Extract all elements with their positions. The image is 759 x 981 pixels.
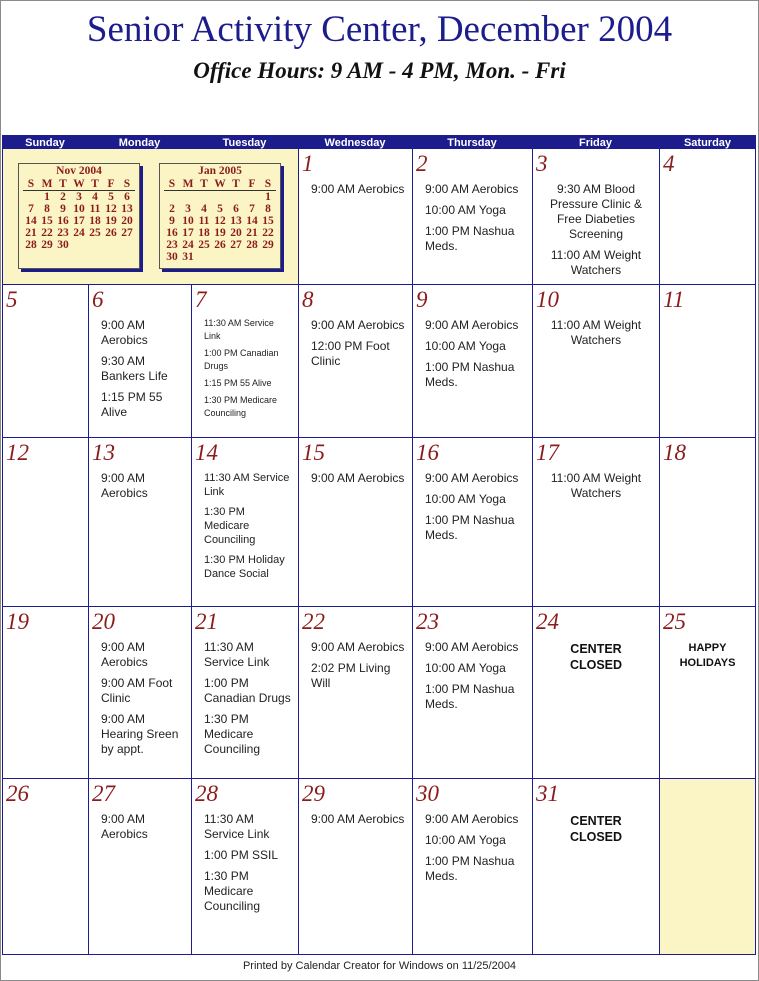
mini-day: [23, 191, 39, 204]
mini-day: [87, 239, 103, 251]
day-number: 18: [663, 440, 686, 465]
day-cell-19: [3, 607, 89, 779]
event: 12:00 PM Foot Clinic: [311, 339, 390, 368]
day-number: 27: [92, 781, 115, 806]
day-number: 19: [6, 609, 29, 634]
event: 1:30 PM Medicare Counciling: [204, 869, 261, 913]
mini-day: 22: [41, 227, 53, 239]
day-number: 25: [663, 609, 686, 634]
mini-day: 19: [105, 215, 117, 227]
day-cell-6: [89, 285, 192, 438]
mini-dow: T: [196, 178, 212, 191]
day-cell-18: [660, 438, 755, 607]
event: 9:00 AM Aerobics: [101, 318, 148, 347]
mini-day: 23: [166, 239, 178, 251]
event: 9:00 AM Hearing Sreen by appt.: [101, 712, 179, 756]
day-cell-16: [413, 438, 533, 607]
event: 1:15 PM 55 Alive: [204, 378, 272, 388]
day-cell-8: [299, 285, 413, 438]
day-number: 2: [416, 151, 428, 176]
weekday-thursday: Thursday: [447, 137, 497, 149]
mini-day: 29: [262, 239, 274, 251]
day-cell-10: [533, 285, 660, 438]
event: 10:00 AM Yoga: [425, 203, 506, 217]
day-cell-14: [192, 438, 299, 607]
day-number: 13: [92, 440, 115, 465]
event: 11:30 AM Service Link: [204, 472, 290, 498]
event: 9:00 AM Aerobics: [101, 471, 148, 500]
mini-dow: S: [260, 178, 276, 191]
event: 1:00 PM Nashua Meds.: [425, 854, 515, 883]
day-cell-28: [192, 779, 299, 954]
event: 11:30 AM Service Link: [204, 640, 270, 669]
day-number: 26: [6, 781, 29, 806]
day-number: 5: [6, 287, 18, 312]
mini-day: 22: [262, 227, 274, 239]
mini-dow: T: [55, 178, 71, 191]
event: 9:00 AM Aerobics: [425, 318, 519, 332]
mini-day: 16: [166, 227, 178, 239]
event: 9:00 AM Aerobics: [311, 471, 405, 485]
mini-day: 3: [185, 203, 191, 215]
mini-day: 9: [60, 203, 66, 215]
mini-day: 30: [166, 251, 178, 263]
event: 9:30 AM Blood Pressure Clinic & Free Diabeties Screening: [549, 182, 643, 241]
mini-calendar-table: [164, 178, 276, 263]
mini-day: 16: [57, 215, 69, 227]
mini-day: [228, 191, 244, 204]
mini-day: 7: [249, 203, 255, 215]
mini-day: 8: [44, 203, 50, 215]
mini-dow: S: [119, 178, 135, 191]
mini-day: 11: [89, 203, 101, 215]
mini-day: [212, 251, 228, 263]
mini-day: 11: [198, 215, 210, 227]
mini-day: 15: [41, 215, 53, 227]
event: 1:00 PM Canadian Drugs: [204, 348, 279, 371]
mini-day: 23: [57, 227, 69, 239]
event: 1:30 PM Medicare Counciling: [204, 395, 278, 418]
mini-day: 17: [182, 227, 194, 239]
day-cell-2: [413, 149, 533, 285]
page-title: Senior Activity Center, December 2004: [86, 9, 673, 50]
event: 9:00 AM Aerobics: [311, 182, 405, 196]
mini-dow: W: [71, 178, 87, 191]
day-cell-5: [3, 285, 89, 438]
mini-day: 2: [60, 191, 66, 203]
empty-cell: [660, 779, 755, 954]
mini-day: 19: [214, 227, 226, 239]
mini-day: 9: [169, 215, 175, 227]
day-number: 17: [536, 440, 559, 465]
mini-day: 26: [105, 227, 117, 239]
day-number: 12: [6, 440, 29, 465]
day-cell-31: [533, 779, 660, 954]
day-cell-12: [3, 438, 89, 607]
day-cell-25: [660, 607, 755, 779]
event: 9:00 AM Aerobics: [311, 318, 405, 332]
weekday-friday: Friday: [578, 137, 612, 149]
day-cell-30: [413, 779, 533, 954]
day-number: 11: [663, 287, 685, 312]
day-number: 28: [195, 781, 218, 806]
mini-day: 14: [246, 215, 258, 227]
mini-day: 20: [230, 227, 242, 239]
event: 9:00 AM Aerobics: [311, 640, 405, 654]
day-number: 9: [416, 287, 428, 312]
mini-day: 12: [214, 215, 226, 227]
event: 9:00 AM Foot Clinic: [101, 676, 173, 705]
day-number: 4: [663, 151, 675, 176]
day-number: 1: [302, 151, 314, 176]
event: 1:00 PM Nashua Meds.: [425, 513, 515, 542]
mini-day: 17: [73, 215, 85, 227]
event: 9:00 AM Aerobics: [425, 640, 519, 654]
event: 10:00 AM Yoga: [425, 833, 506, 847]
event: 1:15 PM 55 Alive: [101, 390, 163, 419]
mini-day: [212, 191, 228, 204]
event: 9:30 AM Bankers Life: [101, 354, 168, 383]
mini-day: 26: [214, 239, 226, 251]
mini-day: 27: [230, 239, 242, 251]
day-cell-3: [533, 149, 660, 285]
mini-day: [196, 191, 212, 204]
event: 11:30 AM Service Link: [204, 318, 274, 341]
mini-day: 4: [201, 203, 207, 215]
mini-dow: T: [87, 178, 103, 191]
mini-day: 13: [230, 215, 242, 227]
day-number: 30: [416, 781, 439, 806]
day-number: 8: [302, 287, 314, 312]
event: 1:00 PM Nashua Meds.: [425, 360, 515, 389]
mini-calendar-title: Nov 2004: [56, 165, 102, 177]
day-number: 31: [536, 781, 559, 806]
day-cell-23: [413, 607, 533, 779]
event: 10:00 AM Yoga: [425, 492, 506, 506]
event: 1:30 PM Medicare Counciling: [204, 506, 256, 546]
weekday-sunday: Sunday: [25, 137, 65, 149]
mini-day: 21: [246, 227, 258, 239]
mini-day: 5: [108, 191, 114, 203]
day-number: 21: [195, 609, 218, 634]
day-cell-22: [299, 607, 413, 779]
mini-day: 6: [124, 191, 130, 203]
holiday-notice: HAPPY HOLIDAYS: [679, 642, 736, 669]
mini-day: 12: [105, 203, 117, 215]
day-cell-26: [3, 779, 89, 954]
day-number: 23: [416, 609, 439, 634]
day-cell-9: [413, 285, 533, 438]
mini-dow: T: [228, 178, 244, 191]
mini-day: 3: [76, 191, 82, 203]
mini-day: 29: [41, 239, 53, 251]
mini-day: 28: [246, 239, 258, 251]
day-number: 3: [536, 151, 548, 176]
print-footer: Printed by Calendar Creator for Windows on 11/25/2004: [242, 960, 517, 972]
weekday-saturday: Saturday: [683, 137, 732, 149]
mini-calendars-area: [3, 149, 299, 285]
page-subtitle: Office Hours: 9 AM - 4 PM, Mon. - Fri: [193, 58, 566, 83]
mini-dow: W: [212, 178, 228, 191]
event: 1:30 PM Holiday Dance Social: [204, 554, 285, 580]
mini-day: 5: [217, 203, 223, 215]
mini-day: 31: [182, 251, 194, 263]
day-cell-24: [533, 607, 660, 779]
mini-day: 18: [89, 215, 101, 227]
mini-day: 25: [198, 239, 210, 251]
day-number: 24: [536, 609, 559, 634]
mini-day: 18: [198, 227, 210, 239]
mini-day: 24: [73, 227, 85, 239]
day-number: 15: [302, 440, 325, 465]
mini-calendar-jan-2005: [159, 163, 281, 269]
event: 1:00 PM Nashua Meds.: [425, 682, 515, 711]
event: 1:00 PM SSIL: [204, 848, 279, 862]
day-number: 20: [92, 609, 115, 634]
mini-dow: M: [180, 178, 196, 191]
event: 11:30 AM Service Link: [204, 812, 270, 841]
weekday-wednesday: Wednesday: [324, 137, 386, 149]
mini-dow: S: [164, 178, 180, 191]
event: 11:00 AM Weight Watchers: [550, 248, 642, 277]
mini-day: 1: [265, 191, 271, 203]
event: 2:02 PM Living Will: [311, 661, 391, 690]
mini-day: 28: [25, 239, 37, 251]
mini-day: 27: [121, 227, 133, 239]
day-cell-29: [299, 779, 413, 954]
mini-dow: F: [244, 178, 260, 191]
event: 9:00 AM Aerobics: [425, 182, 519, 196]
event: 1:00 PM Nashua Meds.: [425, 224, 515, 253]
mini-day: [196, 251, 212, 263]
day-number: 22: [302, 609, 325, 634]
event: 9:00 AM Aerobics: [425, 471, 519, 485]
day-cell-4: [660, 149, 755, 285]
day-number: 14: [195, 440, 218, 465]
mini-day: 13: [121, 203, 133, 215]
mini-day: [244, 191, 260, 204]
mini-day: 25: [89, 227, 101, 239]
event: 9:00 AM Aerobics: [425, 812, 519, 826]
mini-dow: F: [103, 178, 119, 191]
mini-day: 24: [182, 239, 194, 251]
event: 9:00 AM Aerobics: [101, 640, 148, 669]
center-closed-notice: CENTER CLOSED: [569, 642, 623, 672]
mini-calendar-nov-2004: [18, 163, 140, 269]
mini-day: 8: [265, 203, 271, 215]
mini-day: [260, 251, 276, 263]
mini-day: 21: [25, 227, 37, 239]
mini-calendar-title: Jan 2005: [198, 165, 242, 177]
event: 11:00 AM Weight Watchers: [550, 318, 642, 347]
mini-calendar-table: [23, 178, 135, 251]
mini-day: [244, 251, 260, 263]
weekday-monday: Monday: [118, 137, 161, 149]
day-cell-17: [533, 438, 660, 607]
day-number: 7: [195, 287, 207, 312]
mini-day: 7: [28, 203, 34, 215]
calendar-grid: [2, 135, 756, 955]
mini-day: 4: [92, 191, 98, 203]
event: 11:00 AM Weight Watchers: [550, 471, 642, 500]
day-cell-7: [192, 285, 299, 438]
day-cell-1: [299, 149, 413, 285]
mini-day: 30: [57, 239, 69, 251]
mini-day: [71, 239, 87, 251]
mini-day: [228, 251, 244, 263]
event: 10:00 AM Yoga: [425, 661, 506, 675]
day-cell-11: [660, 285, 755, 438]
day-cell-15: [299, 438, 413, 607]
mini-day: 1: [44, 191, 50, 203]
mini-dow: M: [39, 178, 55, 191]
mini-day: [164, 191, 180, 204]
mini-day: 10: [73, 203, 85, 215]
event: 1:30 PM Medicare Counciling: [204, 712, 261, 756]
mini-day: [180, 191, 196, 204]
mini-day: [103, 239, 119, 251]
day-cell-20: [89, 607, 192, 779]
mini-day: 14: [25, 215, 37, 227]
mini-day: 15: [262, 215, 274, 227]
day-cell-27: [89, 779, 192, 954]
event: 1:00 PM Canadian Drugs: [204, 676, 291, 705]
day-number: 10: [536, 287, 559, 312]
day-number: 16: [416, 440, 439, 465]
day-cell-21: [192, 607, 299, 779]
center-closed-notice: CENTER CLOSED: [569, 814, 623, 844]
mini-day: 10: [182, 215, 194, 227]
mini-day: [119, 239, 135, 251]
mini-day: 20: [121, 215, 133, 227]
day-cell-13: [89, 438, 192, 607]
day-number: 29: [302, 781, 325, 806]
event: 9:00 AM Aerobics: [101, 812, 148, 841]
day-number: 6: [92, 287, 104, 312]
weekday-tuesday: Tuesday: [222, 137, 267, 149]
mini-day: 6: [233, 203, 239, 215]
mini-day: 2: [169, 203, 175, 215]
mini-dow: S: [23, 178, 39, 191]
event: 9:00 AM Aerobics: [311, 812, 405, 826]
event: 10:00 AM Yoga: [425, 339, 506, 353]
